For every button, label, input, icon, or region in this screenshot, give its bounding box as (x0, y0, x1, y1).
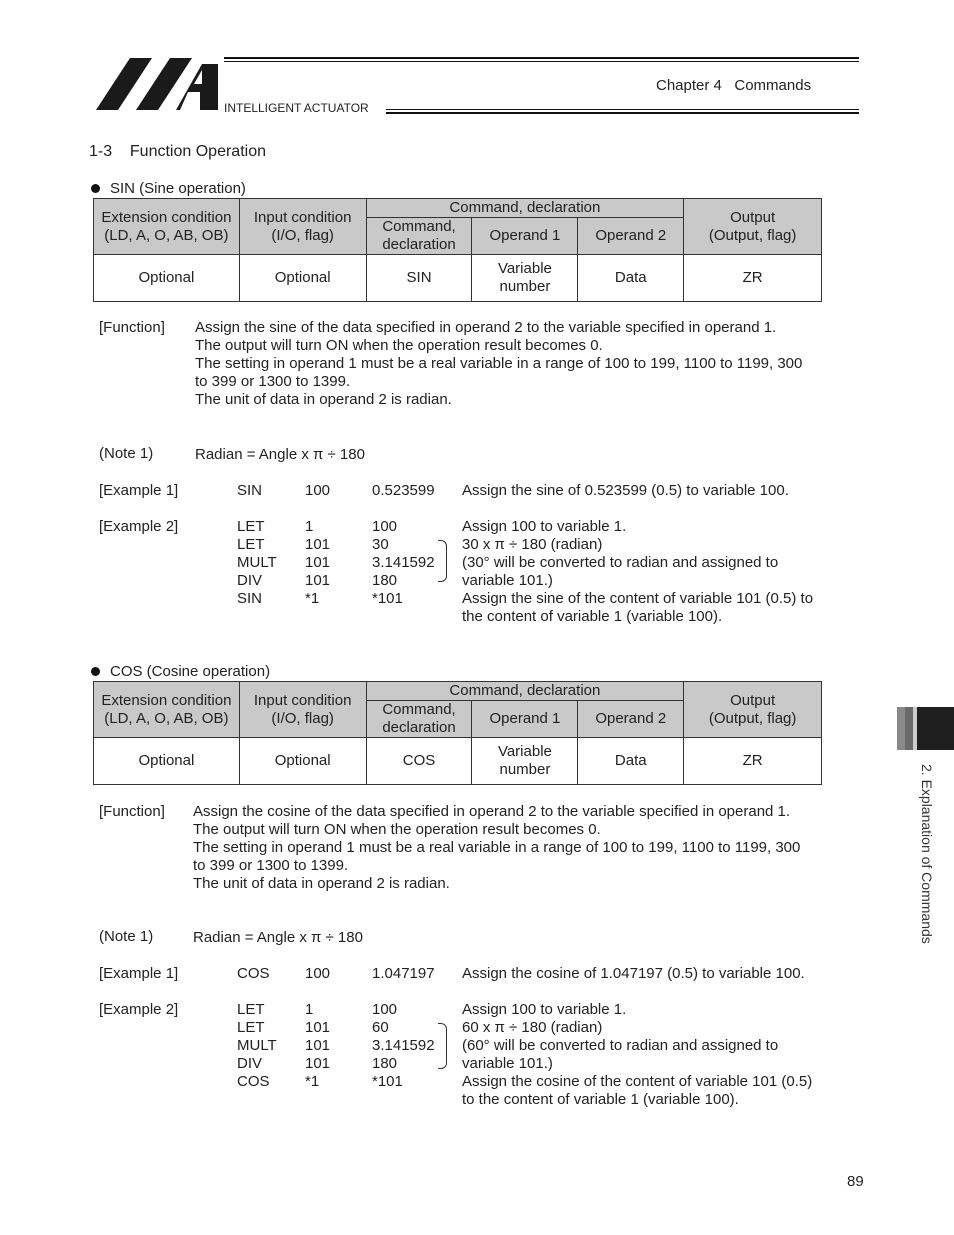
cos-note-label: (Note 1) (99, 928, 154, 945)
page-number: 89 (847, 1173, 864, 1190)
cos-r-ext: Optional (94, 738, 240, 785)
sin-spec-table (93, 198, 822, 302)
cos-spec-table (93, 681, 822, 785)
cos-note-text: Radian = Angle x π ÷ 180 (193, 929, 363, 946)
cos-h-op1: Operand 1 (472, 701, 578, 738)
cos-h-op2: Operand 2 (578, 701, 684, 738)
chapter-tab-marker (897, 707, 954, 750)
sin-ex2-desc: Assign 100 to variable 1. 30 x π ÷ 180 (radian) (30° will be converted to radian and assigned to variable 101.) Assign the sine of the content of variable 101 (0.5) to the content of variable 1 (variable 100). (462, 518, 814, 625)
sin-ex2-op2-col: 100 30 3.141592 180 *101 (372, 518, 435, 607)
cos-r-output: ZR (684, 738, 822, 785)
sin-ex1-op1: 100 (305, 482, 331, 499)
sin-h-op1: Operand 1 (472, 218, 578, 255)
cos-ex2-cmd-col: LET LET MULT DIV COS (237, 1001, 277, 1090)
side-tab-label: 2. Explanation of Commands (919, 764, 935, 944)
cos-ex1-cmd: COS (237, 965, 270, 982)
sin-r-output: ZR (684, 255, 822, 302)
sin-h-input: Input condition (I/O, flag) (239, 199, 366, 255)
cos-h-ext: Extension condition (LD, A, O, AB, OB) (94, 682, 240, 738)
cos-example1-label: [Example 1] (99, 965, 179, 982)
cos-h-input: Input condition (I/O, flag) (239, 682, 366, 738)
cos-example2-label: [Example 2] (99, 1001, 179, 1018)
header-rule-bottom (386, 109, 859, 110)
cos-ex2-op2-col: 100 60 3.141592 180 *101 (372, 1001, 435, 1090)
cos-function-text: Assign the cosine of the data specified in operand 2 to the variable specified in operand 1. The output will turn ON when the operation result becomes 0. The setting in operand 1 must be a real variable in a range of 100 to 199, 1100 to 1199, 300 to 399 or 1300 to 1399. The unit of data in operand 2 is radian. (193, 803, 801, 892)
sin-note-label: (Note 1) (99, 445, 154, 462)
chapter-title: Chapter 4 Commands (656, 77, 812, 94)
header-rule-top-thin (224, 61, 859, 62)
sin-example1-label: [Example 1] (99, 482, 179, 499)
sin-ex1-op2: 0.523599 (372, 482, 435, 499)
cos-ex1-op1: 100 (305, 965, 331, 982)
cos-h-cmd: Command, declaration (366, 701, 472, 738)
cos-r-input: Optional (239, 738, 366, 785)
sin-bullet (91, 180, 246, 197)
sin-h-op2: Operand 2 (578, 218, 684, 255)
sin-h-cmd: Command, declaration (366, 218, 472, 255)
sin-r-op2: Data (578, 255, 684, 302)
cos-h-cmd-group: Command, declaration (366, 682, 684, 701)
cos-bullet-text: COS (Cosine operation) (110, 663, 271, 680)
ia-logo-mark (96, 58, 220, 110)
bullet-dot (91, 184, 100, 193)
section-title: 1-3 Function Operation (89, 143, 266, 160)
cos-h-output: Output (Output, flag) (684, 682, 822, 738)
sin-r-ext: Optional (94, 255, 240, 302)
cos-ex2-brace (438, 1023, 447, 1069)
cos-function-label: [Function] (99, 803, 165, 820)
logo-tagline: INTELLIGENT ACTUATOR (224, 101, 369, 115)
header-rule-bottom-thick (386, 112, 859, 114)
sin-function-text: Assign the sine of the data specified in operand 2 to the variable specified in operand 1. The output will turn ON when the operation result becomes 0. The setting in operand 1 must be a real variable in a range of 100 to 199, 1100 to 1199, 300 to 399 or 1300 to 1399. The unit of data in operand 2 is radian. (195, 319, 803, 408)
cos-r-op2: Data (578, 738, 684, 785)
bullet-dot (91, 667, 100, 676)
sin-ex1-desc: Assign the sine of 0.523599 (0.5) to variable 100. (462, 482, 789, 499)
cos-r-cmd: COS (366, 738, 472, 785)
sin-ex2-cmd-col: LET LET MULT DIV SIN (237, 518, 277, 607)
cos-ex1-desc: Assign the cosine of 1.047197 (0.5) to variable 100. (462, 965, 805, 982)
sin-h-ext: Extension condition (LD, A, O, AB, OB) (94, 199, 240, 255)
sin-bullet-text: SIN (Sine operation) (110, 180, 246, 197)
cos-ex1-op2: 1.047197 (372, 965, 435, 982)
sin-note-text: Radian = Angle x π ÷ 180 (195, 446, 365, 463)
cos-r-op1: Variable number (472, 738, 578, 785)
sin-r-cmd: SIN (366, 255, 472, 302)
sin-function-label: [Function] (99, 319, 165, 336)
sin-r-input: Optional (239, 255, 366, 302)
cos-ex2-desc: Assign 100 to variable 1. 60 x π ÷ 180 (radian) (60° will be converted to radian and assigned to variable 101.) Assign the cosine of the content of variable 101 (0.5) to the content of variable 1 (variable 100). (462, 1001, 813, 1108)
sin-ex2-brace (438, 540, 447, 582)
sin-ex2-op1-col: 1 101 101 101 *1 (305, 518, 331, 607)
sin-h-cmd-group: Command, declaration (366, 199, 684, 218)
header-rule-top (224, 57, 859, 59)
sin-ex1-cmd: SIN (237, 482, 263, 499)
cos-bullet (91, 663, 270, 680)
sin-r-op1: Variable number (472, 255, 578, 302)
cos-ex2-op1-col: 1 101 101 101 *1 (305, 1001, 331, 1090)
sin-example2-label: [Example 2] (99, 518, 179, 535)
sin-h-output: Output (Output, flag) (684, 199, 822, 255)
